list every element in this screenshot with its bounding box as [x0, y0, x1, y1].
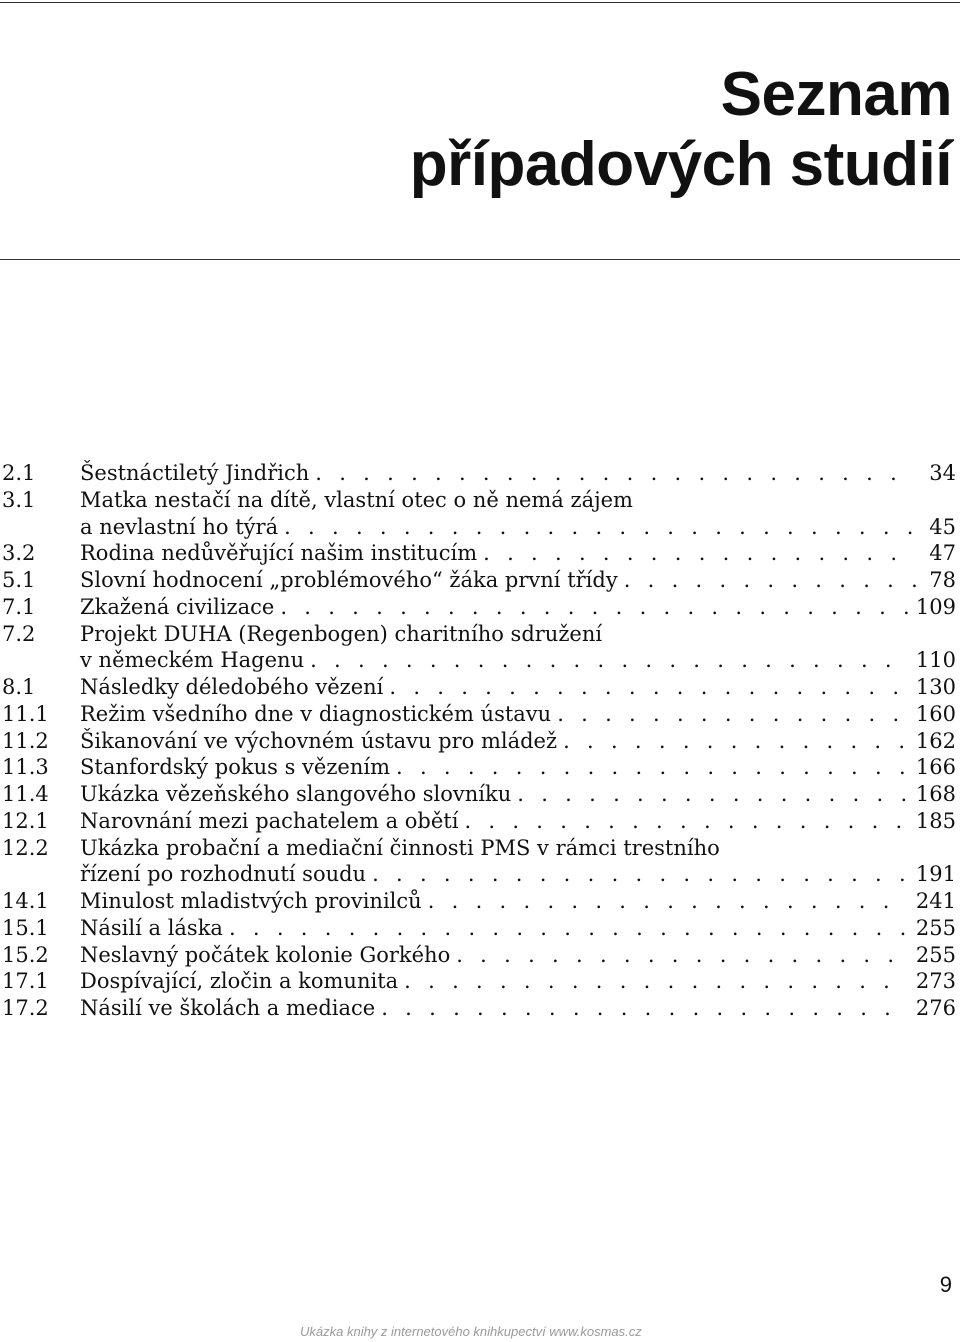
- dot-leader: [389, 674, 908, 701]
- entry-number: 3.2: [2, 541, 36, 566]
- entry-number: 17.2: [2, 996, 49, 1020]
- entry-title-line: Ukázka probační a mediační činnosti PMS v rámci trestního: [80, 835, 720, 860]
- entry-title: Minulost mladistvých provinilců: [80, 889, 422, 913]
- list-item: [0, 888, 956, 915]
- entry-title: Ukázka vězeňského slangového slovníku: [80, 782, 512, 806]
- entry-title: řízení po rozhodnutí soudu: [80, 862, 367, 887]
- entry-title: Neslavný počátek kolonie Gorkého: [80, 942, 451, 967]
- dot-leader: [280, 594, 908, 621]
- entry-title: a nevlastní ho týrá: [80, 514, 279, 539]
- entry-page: 34: [929, 461, 956, 485]
- entry-page: 255: [915, 915, 956, 940]
- entry-page: 130: [915, 675, 956, 699]
- entry-number: 12.2: [2, 835, 49, 860]
- dot-leader: [428, 888, 908, 915]
- entry-title: Rodina nedůvěřující našim institucím: [80, 541, 478, 566]
- entry-number: 5.1: [2, 568, 36, 592]
- entry-title: Šestnáctiletý Jindřich: [80, 461, 310, 485]
- entry-title: Následky déledobého vězení: [80, 675, 384, 699]
- list-item: [0, 540, 956, 567]
- entry-number: 15.2: [2, 942, 49, 967]
- entry-title: v německém Hagenu: [80, 648, 305, 673]
- list-item: [0, 594, 956, 621]
- entry-page: 78: [929, 568, 956, 592]
- entry-page: 47: [929, 541, 956, 566]
- entry-number: 15.1: [2, 915, 49, 940]
- footer-watermark: Ukázka knihy z internetového knihkupectví www.kosmas.cz: [300, 1324, 642, 1339]
- entry-title: Dospívající, zločin a komunita: [80, 969, 399, 994]
- dot-leader: [310, 647, 908, 674]
- dot-leader: [229, 915, 908, 942]
- title-line-2: případových studií: [409, 130, 952, 199]
- entry-page: 185: [915, 808, 956, 833]
- dot-leader: [624, 567, 916, 594]
- entry-page: 162: [915, 728, 956, 753]
- entry-title: Slovní hodnocení „problémového“ žáka první třídy: [80, 568, 618, 592]
- list-item: [0, 835, 956, 889]
- entry-page: 110: [915, 648, 956, 673]
- case-study-list: [0, 460, 956, 1022]
- dot-leader: [456, 942, 908, 969]
- entry-title: Zkažená civilizace: [80, 594, 275, 619]
- entry-number: 3.1: [2, 487, 36, 512]
- list-item: [0, 808, 956, 835]
- list-item: [0, 781, 956, 808]
- entry-title: Režim všedního dne v diagnostickém ústavu: [80, 701, 552, 726]
- list-item: [0, 728, 956, 755]
- page-title: [410, 60, 952, 200]
- entry-number: 11.3: [2, 755, 49, 780]
- dot-leader: [464, 808, 907, 835]
- entry-page: 109: [915, 594, 956, 619]
- dot-leader: [372, 861, 908, 888]
- dot-leader: [284, 514, 916, 541]
- entry-title: Násilí ve školách a mediace: [80, 996, 376, 1020]
- dot-leader: [381, 995, 908, 1022]
- entry-number: 14.1: [2, 889, 49, 913]
- entry-page: 273: [915, 969, 956, 994]
- entry-number: 11.2: [2, 728, 49, 753]
- entry-page: 241: [915, 889, 956, 913]
- entry-page: 45: [929, 514, 956, 539]
- dot-leader: [483, 540, 916, 567]
- page-number: 9: [939, 1272, 952, 1297]
- list-item: [0, 754, 956, 781]
- entry-title: Narovnání mezi pachatelem a obětí: [80, 808, 459, 833]
- entry-title-line: Matka nestačí na dítě, vlastní otec o ně nemá zájem: [80, 487, 633, 512]
- dot-leader: [557, 701, 908, 728]
- entry-title: Násilí a láska: [80, 915, 223, 940]
- entry-number: 2.1: [2, 461, 36, 485]
- entry-title: Stanfordský pokus s vězením: [80, 755, 390, 780]
- entry-number: 11.4: [2, 782, 49, 806]
- title-rule: [0, 259, 960, 260]
- dot-leader: [563, 728, 908, 755]
- entry-page: 168: [915, 782, 956, 806]
- list-item: [0, 701, 956, 728]
- list-item: [0, 915, 956, 942]
- entry-title-line: Projekt DUHA (Regenbogen) charitního sdružení: [80, 621, 603, 646]
- list-item: [0, 995, 956, 1022]
- list-item: [0, 621, 956, 675]
- entry-number: 12.1: [2, 808, 49, 833]
- entry-page: 160: [915, 701, 956, 726]
- list-item: [0, 674, 956, 701]
- entry-page: 255: [915, 942, 956, 967]
- entry-number: 8.1: [2, 675, 36, 699]
- dot-leader: [517, 781, 908, 808]
- dot-leader: [315, 460, 916, 487]
- entry-number: 7.1: [2, 594, 36, 619]
- dot-leader: [404, 968, 908, 995]
- entry-number: 11.1: [2, 701, 49, 726]
- title-line-1: Seznam: [720, 60, 952, 129]
- dot-leader: [396, 754, 908, 781]
- entry-number: 7.2: [2, 621, 36, 646]
- top-rule: [0, 2, 960, 3]
- entry-page: 166: [915, 755, 956, 780]
- entry-number: 17.1: [2, 969, 49, 994]
- list-item: [0, 460, 956, 487]
- entry-page: 191: [915, 862, 956, 887]
- list-item: [0, 968, 956, 995]
- list-item: [0, 567, 956, 594]
- entry-page: 276: [915, 996, 956, 1020]
- list-item: [0, 487, 956, 541]
- list-item: [0, 942, 956, 969]
- entry-title: Šikanování ve výchovném ústavu pro mládež: [80, 728, 558, 753]
